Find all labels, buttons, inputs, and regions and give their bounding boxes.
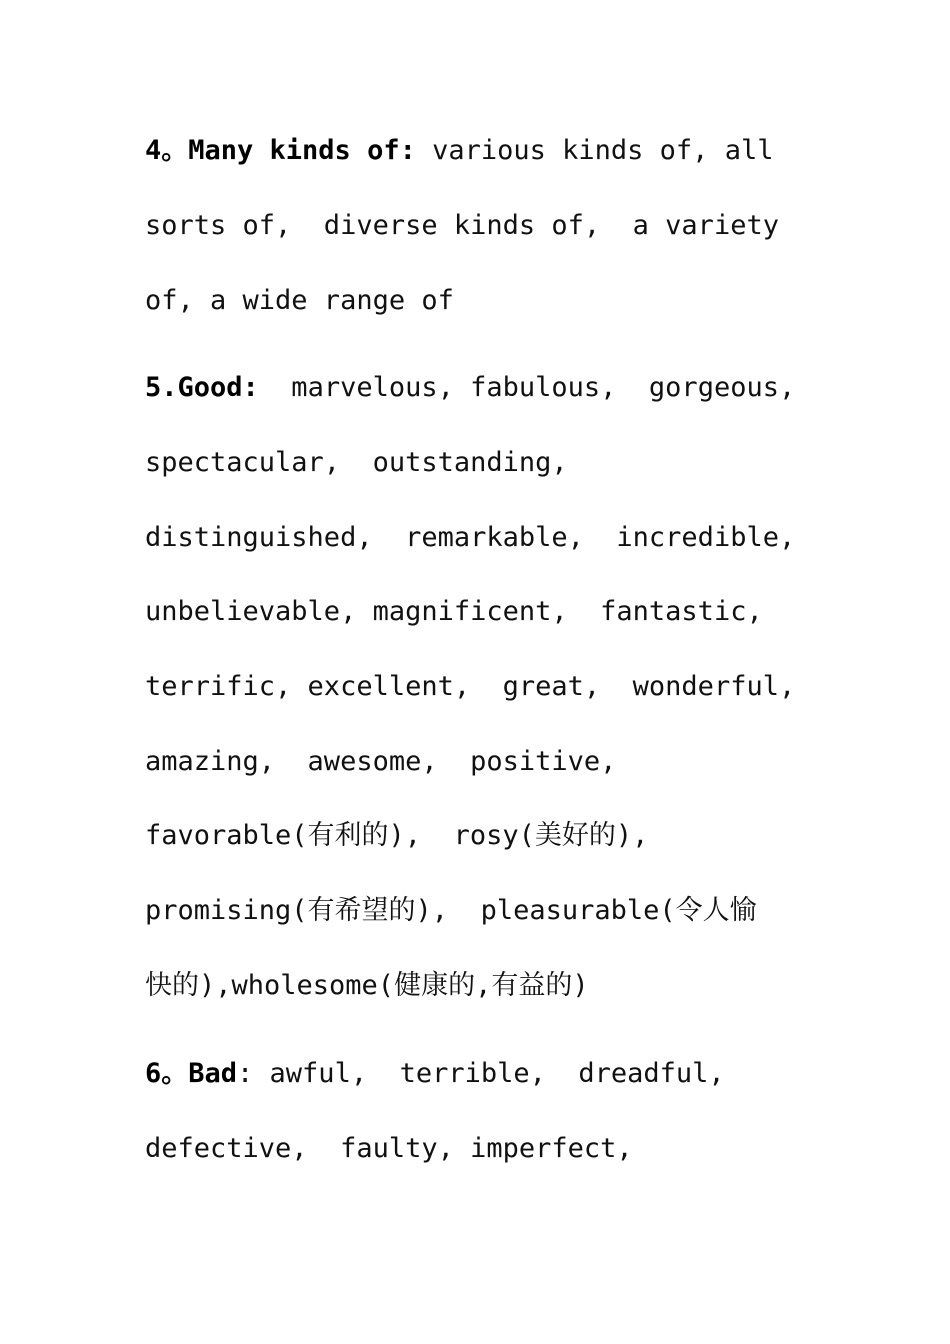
section-5-line-5: terrific, excellent, great, wonderful, [145, 671, 796, 702]
section-5-text: marvelous, fabulous, gorgeous, [258, 372, 796, 403]
section-4-text: various kinds of, all [415, 135, 774, 166]
section-6-line-2: defective, faulty, imperfect, [145, 1133, 633, 1164]
section-5-line-3: distinguished, remarkable, incredible, [145, 522, 796, 553]
section-5-line-8: promising(有希望的), pleasurable(令人愉 [145, 895, 757, 926]
section-5-heading: 5.Good: [145, 372, 259, 403]
section-4-line-1 [145, 131, 773, 171]
section-5-line-6: amazing, awesome, positive, [145, 746, 617, 777]
section-4-heading: 4。Many kinds of: [145, 135, 416, 166]
section-6-text: : awful, terrible, dreadful, [237, 1058, 725, 1089]
section-5-line-1 [145, 368, 795, 408]
section-5-line-7: favorable(有利的), rosy(美好的), [145, 820, 649, 851]
section-5-line-2: spectacular, outstanding, [145, 447, 568, 478]
section-4-line-3: of, a wide range of [145, 285, 454, 316]
section-4-line-2: sorts of, diverse kinds of, a variety [145, 210, 779, 241]
section-5-line-4: unbelievable, magnificent, fantastic, [145, 596, 763, 627]
section-6-line-1 [145, 1054, 725, 1094]
section-6-heading: 6。Bad [145, 1058, 238, 1089]
section-5-line-9: 快的),wholesome(健康的,有益的) [145, 970, 589, 1001]
